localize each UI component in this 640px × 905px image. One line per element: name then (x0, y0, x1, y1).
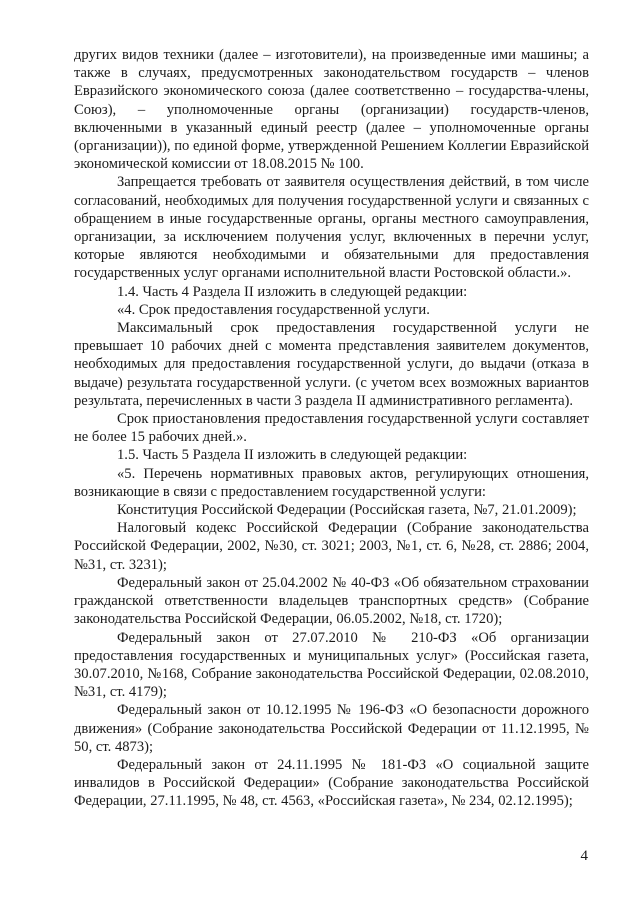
paragraph: 1.4. Часть 4 Раздела II изложить в следующей редакции: (117, 283, 468, 300)
paragraph: Срок приостановления предоставления государственной услуги составляет не более 15 рабочих дней.». (74, 411, 589, 446)
paragraph: Максимальный срок предоставления государственной услуги не превышает 10 рабочих дней с момента представления заявителем документов, необходимых для предоставления государственной услуги, до выдачи (отказа в выдаче) результата государственной услуги. (с учетом всех возможных вариантов результата, перечисленных в части 3 раздела II административного регламента). (74, 320, 589, 409)
page-number: 4 (580, 848, 588, 864)
paragraph: «4. Срок предоставления государственной услуги. (117, 301, 430, 318)
paragraph: 1.5. Часть 5 Раздела II изложить в следующей редакции: (117, 447, 468, 464)
document-body (74, 46, 589, 811)
paragraph: Налоговый кодекс Российской Федерации (Собрание законодательства Российской Федерации, 2002, №30, ст. 3021; 2003, №1, ст. 6, №28, ст. 2886; 2004, №31, ст. 3231); (74, 520, 589, 573)
paragraph: Федеральный закон от 10.12.1995 № 196-ФЗ «О безопасности дорожного движения» (Собрание законодательства Российской Федерации от 11.12.1995, № 50, ст. 4873); (74, 702, 589, 755)
paragraph: Федеральный закон от 24.11.1995 № 181-ФЗ «О социальной защите инвалидов в Российской Федерации» (Собрание законодательства Российской Федерации, 27.11.1995, № 48, ст. 4563, «Российская газета», № 234, 02.12.1995); (74, 756, 589, 810)
paragraph: Конституция Российской Федерации (Российская газета, №7, 21.01.2009); (117, 502, 577, 519)
paragraph: Федеральный закон от 25.04.2002 № 40-ФЗ «Об обязательном страховании гражданской ответственности владельцев транспортных средств» (Собрание законодательства Российской Федерации, 06.05.2002, №18, ст. 1720); (74, 574, 589, 628)
paragraph: Федеральный закон от 27.07.2010 № 210-ФЗ «Об организации предоставления государственных и муниципальных услуг» (Российская газета, 30.07.2010, №168, Собрание законодательства Российской Федерации, 02.08.2010, №31, ст. 4179); (74, 629, 589, 701)
paragraph: «5. Перечень нормативных правовых актов, регулирующих отношения, возникающие в связи с предоставлением государственной услуги: (74, 465, 589, 500)
paragraph: других видов техники (далее – изготовители), на произведенные ими машины; а также в случаях, предусмотренных законодательством государств – членов Евразийского экономического союза (далее соответственно – государства-члены, Союз), – уполномоченные органы (организации) государств-членов, включенными в указанный единый реестр (далее – уполномоченные органы (организации)), по единой форме, утвержденной Решением Коллегии Евразийской экономической комиссии от 18.08.2015 № 100. (74, 47, 589, 173)
paragraph: Запрещается требовать от заявителя осуществления действий, в том числе согласований, необходимых для получения государственной услуги и связанных с обращением в иные государственные органы, органы местного самоуправления, организации, за исключением получения услуг, включенных в перечни услуг, которые являются необходимыми и обязательными для предоставления государственных услуг органами исполнительной власти Ростовской области.». (74, 174, 589, 282)
